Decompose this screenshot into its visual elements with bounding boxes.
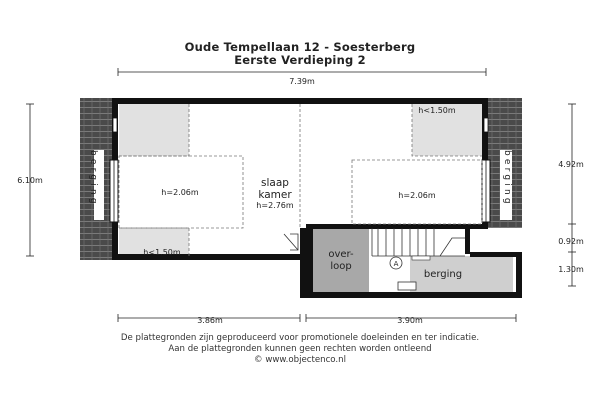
overloop-area xyxy=(313,228,369,292)
overloop-label-1: over- xyxy=(328,249,354,260)
slaapkamer-label-2: kamer xyxy=(258,189,292,201)
shade-top-left xyxy=(119,104,189,156)
plan-title: Oude Tempellaan 12 - Soesterberg xyxy=(184,40,416,54)
berging-label: berging xyxy=(423,269,463,280)
dim-bottom-left: 3.86m xyxy=(197,316,223,325)
dim-left-height: 6.10m xyxy=(17,176,43,185)
disclaimer-line-1: De plattegronden zijn geproduceerd voor promotionele doeleinden en ter indicatie. xyxy=(120,333,480,343)
slaapkamer-height: h=2.76m xyxy=(256,201,294,210)
berging-right-vertical: berging xyxy=(502,150,512,207)
dim-right-lower: 1.30m xyxy=(558,265,584,274)
installation-icon xyxy=(398,282,416,290)
dim-bottom-right: 3.90m xyxy=(397,316,423,325)
meter-icon xyxy=(412,256,430,260)
disclaimer-line-2: Aan de plattegronden kunnen geen rechten worden ontleend xyxy=(168,344,432,354)
dim-right-upper: 4.92m xyxy=(558,160,584,169)
dim-top-width: 7.39m xyxy=(289,77,315,86)
copyright-line: © www.objectenco.nl xyxy=(254,355,346,365)
top-right-low-height: h<1.50m xyxy=(418,106,456,115)
dim-right-middle: 0.92m xyxy=(558,237,584,246)
right-zone-height: h=2.06m xyxy=(398,191,436,200)
berging-left-vertical: berging xyxy=(88,150,98,207)
overloop-label-2: loop xyxy=(330,261,352,272)
bottom-left-low-height: h<1.50m xyxy=(143,248,181,257)
plan-subtitle: Eerste Verdieping 2 xyxy=(234,53,366,67)
boiler-marker: A xyxy=(393,260,399,268)
slaapkamer-label-1: slaap xyxy=(261,177,289,189)
left-zone-height: h=2.06m xyxy=(161,188,199,197)
